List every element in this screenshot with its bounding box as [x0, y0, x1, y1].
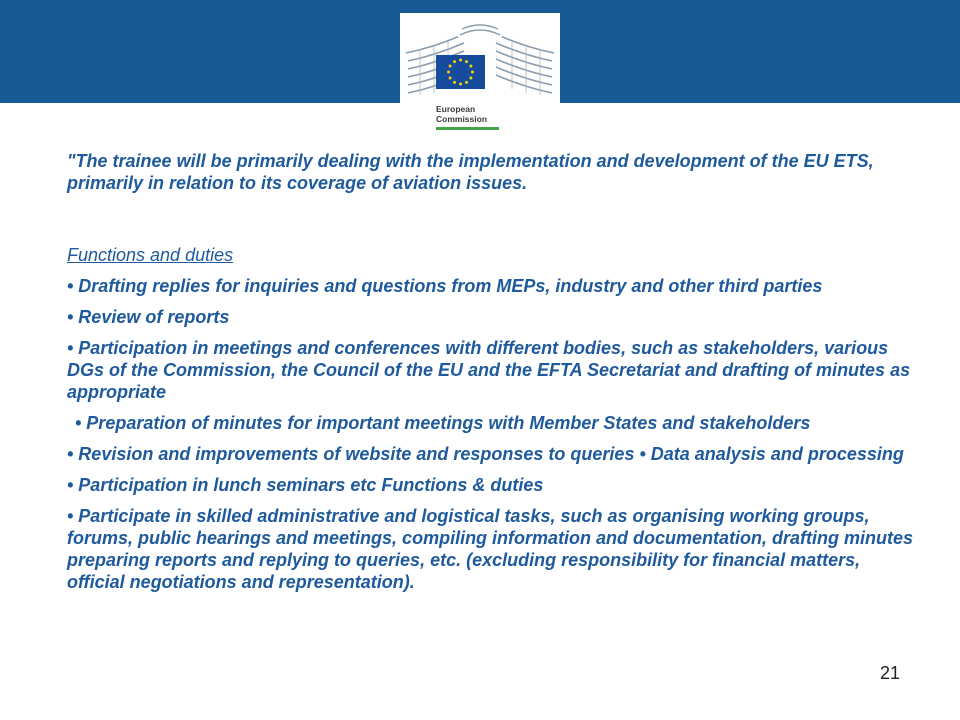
intro-paragraph: "The trainee will be primarily dealing with the implementation and development of the EU ETS, primarily in relation to its coverage of aviation issues.: [67, 151, 874, 193]
section-title: Functions and duties: [67, 245, 234, 265]
duty-item: • Participation in meetings and conferences with different bodies, such as stakeholders, various DGs of the Commission, the Council of the EU and the EFTA Secretariat and drafting of minutes as appropriate: [67, 338, 911, 402]
slide-body: [67, 150, 917, 602]
logo-line-2: Commission: [436, 114, 488, 124]
duty-item: • Participation in lunch seminars etc Functions & duties: [67, 475, 544, 495]
logo-line-1: European: [436, 104, 476, 114]
duty-item: • Revision and improvements of website and responses to queries • Data analysis and processing: [67, 444, 904, 464]
logo-underline: [436, 127, 499, 130]
duty-item: • Preparation of minutes for important meetings with Member States and stakeholders: [75, 413, 811, 433]
duty-item: • Review of reports: [67, 307, 230, 327]
duty-item: • Participate in skilled administrative and logistical tasks, such as organising working groups, forums, public hearings and meetings, compiling information and documentation, drafting minutes preparing reports and replying to queries, etc. (excluding responsibility for financial matters, official negotiations and representation).: [67, 506, 914, 592]
page-number: 21: [880, 663, 901, 683]
duty-item: • Drafting replies for inquiries and questions from MEPs, industry and other third parties: [67, 276, 823, 296]
european-commission-logo: [400, 13, 560, 136]
